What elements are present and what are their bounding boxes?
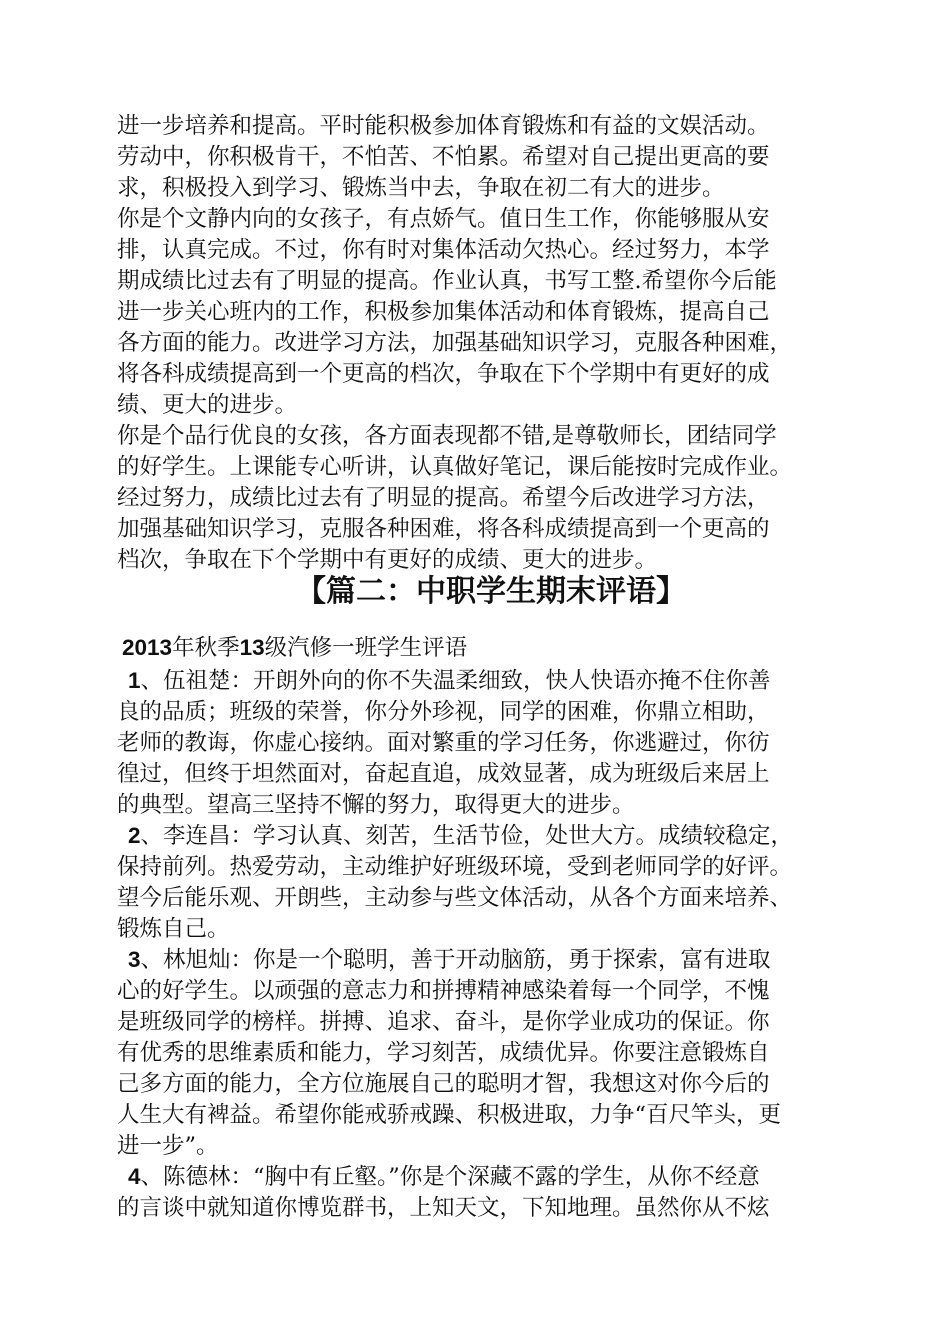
text-line xyxy=(117,976,770,1006)
line-text: 锻炼自己。 xyxy=(117,916,230,942)
text-line: 加强基础知识学习，克服各种困难，将各科成绩提高到一个更高的 xyxy=(117,516,770,542)
text-line xyxy=(117,1069,770,1099)
line-text: 进一步”。 xyxy=(117,1133,219,1159)
line-text: 人生大有裨益。希望你能戒骄戒躁、积极进取，力争“百尺竿头，更 xyxy=(117,1102,782,1128)
text-line xyxy=(128,821,793,851)
text-line xyxy=(117,1131,219,1161)
text-line: 劳动中，你积极肯干，不怕苦、不怕累。希望对自己提出更高的要 xyxy=(117,144,770,170)
text-line: 的好学生。上课能专心听讲，认真做好笔记，课后能按时完成作业。 xyxy=(117,454,793,480)
line-text: 老师的教诲，你虚心接纳。面对繁重的学习任务，你逃避过，你彷 xyxy=(117,730,770,756)
text-line: 排，认真完成。不过，你有时对集体活动欠热心。经过努力，本学 xyxy=(117,237,770,263)
text-line: 你是个文静内向的女孩子，有点娇气。值日生工作，你能够服从安 xyxy=(117,206,770,232)
line-text: 保持前列。热爱劳动，主动维护好班级环境，受到老师同学的好评。 xyxy=(117,854,793,880)
line-text: 己多方面的能力，全方位施展自己的聪明才智，我想这对你今后的 xyxy=(117,1071,770,1097)
text-line: 经过努力，成绩比过去有了明显的提高。希望今后改进学习方法， xyxy=(117,485,770,511)
subtitle-text-b: 级汽修一班学生评语 xyxy=(264,635,468,661)
entry-number: 3 xyxy=(128,947,141,972)
line-text: 是班级同学的榜样。拼搏、追求、奋斗，是你学业成功的保证。你 xyxy=(117,1009,770,1035)
text-line xyxy=(128,1162,760,1192)
line-text: 、林旭灿：你是一个聪明，善于开动脑筋，勇于探索，富有进取 xyxy=(140,947,771,973)
text-line xyxy=(117,1007,770,1037)
text-line xyxy=(117,1038,770,1068)
line-text: 、陈德林：“胸中有丘壑。”你是个深藏不露的学生，从你不经意 xyxy=(140,1164,760,1190)
subtitle-text-a: 年秋季 xyxy=(172,635,240,661)
subtitle-year: 2013 xyxy=(122,635,173,660)
line-text: 良的品质；班级的荣誉，你分外珍视，同学的困难，你鼎立相助， xyxy=(117,699,770,725)
text-line xyxy=(117,1193,770,1223)
text-line: 进一步培养和提高。平时能积极参加体育锻炼和有益的文娱活动。 xyxy=(117,113,770,139)
text-line: 进一步关心班内的工作，积极参加集体活动和体育锻炼，提高自己 xyxy=(117,299,770,325)
text-line: 期成绩比过去有了明显的提高。作业认真，书写工整.希望你今后能 xyxy=(117,268,777,294)
text-line xyxy=(117,759,770,789)
text-line xyxy=(117,914,230,944)
text-line xyxy=(117,1100,781,1130)
text-line xyxy=(117,790,635,820)
text-line: 档次，争取在下个学期中有更好的成绩、更大的进步。 xyxy=(117,547,658,573)
line-text: 有优秀的思维素质和能力，学习刻苦，成绩优异。你要注意锻炼自 xyxy=(117,1040,770,1066)
line-text: 的典型。望高三坚持不懈的努力，取得更大的进步。 xyxy=(117,792,635,818)
text-line xyxy=(117,728,770,758)
text-line xyxy=(117,883,792,913)
text-line: 求，积极投入到学习、锻炼当中去，争取在初二有大的进步。 xyxy=(117,175,725,201)
line-text: 望今后能乐观、开朗些，主动参与些文体活动，从各个方面来培养、 xyxy=(117,885,793,911)
entry-number: 1 xyxy=(128,668,141,693)
line-text: 、李连昌：学习认真、刻苦，生活节俭，处世大方。成绩较稳定， xyxy=(140,823,794,849)
line-text: 心的好学生。以顽强的意志力和拼搏精神感染着每一个同学，不愧 xyxy=(117,978,770,1004)
subtitle xyxy=(122,633,467,663)
text-line: 各方面的能力。改进学习方法，加强基础知识学习，克服各种困难， xyxy=(117,330,793,356)
line-text: 徨过，但终于坦然面对，奋起直追，成效显著，成为班级后来居上 xyxy=(117,761,770,787)
entry-number: 2 xyxy=(128,823,141,848)
section-heading: 【篇二：中职学生期末评语】 xyxy=(296,574,686,609)
entry-number: 4 xyxy=(128,1164,141,1189)
text-line: 将各科成绩提高到一个更高的档次，争取在下个学期中有更好的成 xyxy=(117,361,770,387)
text-line xyxy=(128,666,771,696)
text-line: 你是个品行优良的女孩，各方面表现都不错,是尊敬师长，团结同学 xyxy=(117,423,777,449)
line-text: 的言谈中就知道你博览群书，上知天文，下知地理。虽然你从不炫 xyxy=(117,1195,770,1221)
text-line xyxy=(117,697,770,727)
text-line xyxy=(117,852,792,882)
line-text: 、伍祖楚：开朗外向的你不失温柔细致，快人快语亦掩不住你善 xyxy=(140,668,771,694)
text-line xyxy=(128,945,771,975)
text-line: 绩、更大的进步。 xyxy=(117,392,298,418)
subtitle-grade: 13 xyxy=(239,635,265,660)
